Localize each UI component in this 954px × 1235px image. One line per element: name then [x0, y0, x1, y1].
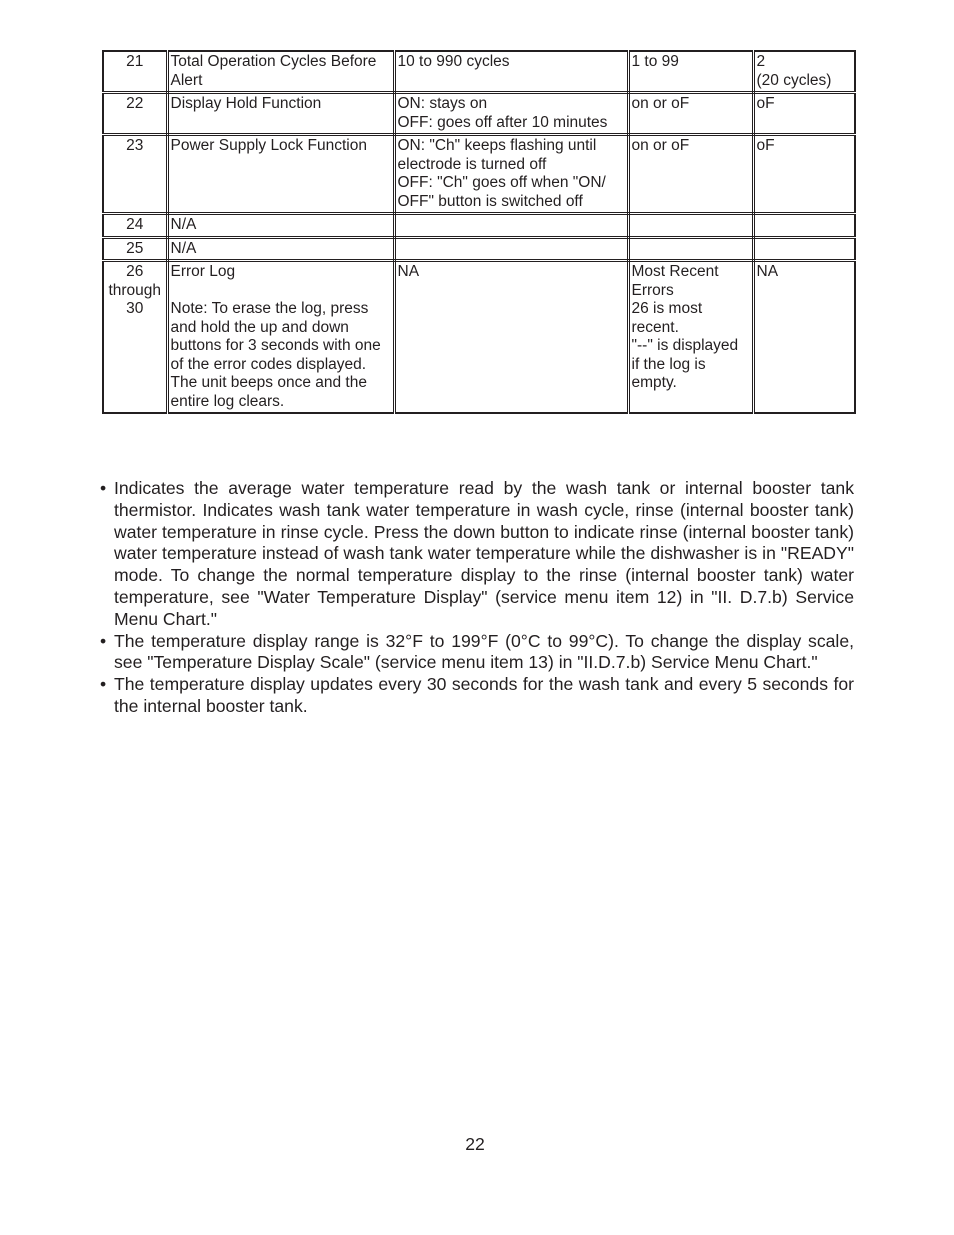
note-text: The temperature display range is 32°F to 199°F (0°C to 99°C). To change the display scale, see "Temperature Display Scale" (service menu item 13) in "II.D.7.b) Service Menu Chart."	[114, 630, 854, 673]
setting-description: ON: stays on OFF: goes off after 10 minutes	[394, 93, 628, 135]
default-value: oF	[753, 135, 855, 214]
default-value	[753, 237, 855, 261]
default-value: 2 (20 cycles)	[753, 51, 855, 93]
item-number: 24	[103, 214, 167, 238]
function-name: Display Hold Function	[167, 93, 394, 135]
table-row	[103, 135, 855, 214]
table-row	[103, 261, 855, 414]
bullet-icon: •	[100, 478, 107, 498]
table-row	[103, 237, 855, 261]
default-value: oF	[753, 93, 855, 135]
display-value: on or oF	[628, 93, 753, 135]
list-item	[100, 631, 854, 675]
default-value	[753, 214, 855, 238]
display-value: Most Recent Errors 26 is most recent. "--" is displayed if the log is empty.	[628, 261, 753, 414]
function-name: Total Operation Cycles Before Alert	[167, 51, 394, 93]
item-number: 21	[103, 51, 167, 93]
setting-description: NA	[394, 261, 628, 414]
bullet-icon: •	[100, 674, 107, 695]
list-item	[100, 674, 854, 718]
item-number: 25	[103, 237, 167, 261]
list-item	[100, 478, 854, 631]
setting-description: 10 to 990 cycles	[394, 51, 628, 93]
function-name: Power Supply Lock Function	[167, 135, 394, 214]
default-value: NA	[753, 261, 855, 414]
service-menu-table	[102, 50, 856, 414]
page-number: 22	[465, 1134, 485, 1154]
function-name: N/A	[167, 237, 394, 261]
note-text: Indicates the average water temperature read by the wash tank or internal booster tank thermistor. Indicates wash tank water temperature in wash cycle, rinse (internal booster tank) water temperature in rinse cycle. Press the down button to indicate rinse (internal booster tank) water temperature instead of wash tank water temperature while the dishwasher is in "READY" mode. To change the normal temperature display to the rinse (internal booster tank) water temperature, see "Water Temperature Display" (service menu item 12) in "II. D.7.b) Service Menu Chart."	[114, 478, 854, 629]
item-number: 26 through 30	[103, 261, 167, 414]
bullet-icon: •	[100, 630, 107, 651]
display-value: on or oF	[628, 135, 753, 214]
table-row	[103, 51, 855, 93]
setting-description	[394, 237, 628, 261]
item-number: 23	[103, 135, 167, 214]
display-value: 1 to 99	[628, 51, 753, 93]
function-name: Error Log Note: To erase the log, press and hold the up and down buttons for 3 seconds with one of the error codes displayed. The unit beeps once and the entire log clears.	[167, 261, 394, 414]
temperature-display-notes	[100, 478, 854, 718]
setting-description	[394, 214, 628, 238]
item-number: 22	[103, 93, 167, 135]
function-name: N/A	[167, 214, 394, 238]
display-value	[628, 237, 753, 261]
setting-description: ON: "Ch" keeps flashing until electrode is turned off OFF: "Ch" goes off when "ON/ OFF" button is switched off	[394, 135, 628, 214]
note-text: The temperature display updates every 30 seconds for the wash tank and every 5 seconds for the internal booster tank.	[114, 674, 854, 716]
display-value	[628, 214, 753, 238]
table-row	[103, 93, 855, 135]
table-row	[103, 214, 855, 238]
